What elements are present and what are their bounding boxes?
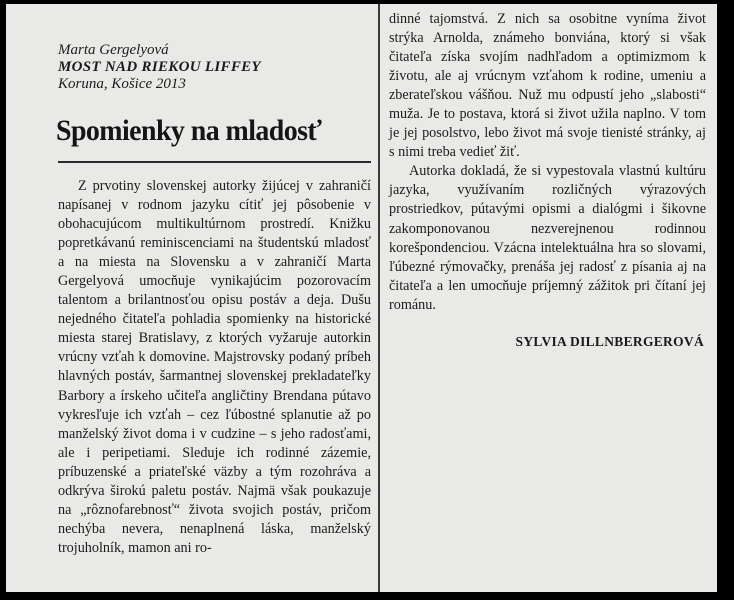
reviewer-signature: SYLVIA DILLNBERGEROVÁ xyxy=(515,333,704,349)
book-author: Marta Gergelyová xyxy=(58,42,169,58)
right-paragraph-second: Autorka dokladá, že si vypestovala vlastnú kultúru jazyka, využívaním rozličných výrazových prostriedkov, pútavými opismi a dialógmi i šikovne zakomponovanou nezverejnenou rodinnou korešpondenciou. Vzácna intelektuálna hra so slovami, ľúbezné rýmovačky, prenáša jej radosť z písania aj na čitateľa a len umocňuje príjemný zážitok pri čítaní jej románu. xyxy=(389,163,706,313)
headline-rule xyxy=(58,161,371,163)
book-publisher: Koruna, Košice 2013 xyxy=(58,76,186,92)
left-column xyxy=(58,42,371,558)
right-body-text xyxy=(389,10,706,315)
newspaper-clipping xyxy=(6,4,717,592)
book-title: MOST NAD RIEKOU LIFFEY xyxy=(58,59,261,75)
right-paragraph-continued: dinné tajomstvá. Z nich sa osobitne vyníma život strýka Arnolda, známeho bonviána, ktorý si však čitateľa získa svojím nadhľadom a optimizmom k životu, ale aj vrúcnym vzťahom k rodine, umeniu a zberateľskou vášňou. Nuž mu odpustí jeho „slabosti“ muža. Je to postava, ktorá si život užila naplno. V tom je jej posolstvo, lebo život má svoje tienisté stránky, aj s nimi treba vedieť žiť. xyxy=(389,11,706,161)
left-paragraph: Z prvotiny slovenskej autorky žijúcej v zahraničí napísanej v rodnom jazyku cítiť jej pôsobenie v obohacujúcom multikultúrnom prostredí. Knižku popretkávanú reminiscenciami na študentskú mladosť a na miesta na Slovensku a v zahraničí Marta Gergelyová umocňuje vynikajúcim pozorovacím talentom a brilantnosťou opisu postáv a deja. Dušu nejedného čitateľa pohladia spomienky na historické miesta starej Bratislavy, z ktorých vyžaruje autorkin vrúcny vzťah k domovine. Majstrovsky podaný príbeh hlavných postáv, šarmantnej slovenskej prekladateľky Barbory a írskeho učiteľa angličtiny Brendana pútavo vykresľuje ich vzťah – cez ľúbostné splanutie až po manželský život doma i v cudzine – s jeho radosťami, ale i peripetiami. Sleduje ich rodinné zázemie, príbuzenské a priateľské väzby a tým rozohráva a odkrýva širokú paletu postáv. Najmä však poukazuje na „rôznofarebnosť“ života svojich postáv, pričom nechýba nevera, nenaplnená láska, manželský trojuholník, mamon ani ro- xyxy=(58,178,371,556)
column-divider xyxy=(378,4,380,592)
left-body-text xyxy=(58,177,371,558)
article-headline: Spomienky na mladosť xyxy=(56,114,322,147)
right-column xyxy=(389,10,706,350)
